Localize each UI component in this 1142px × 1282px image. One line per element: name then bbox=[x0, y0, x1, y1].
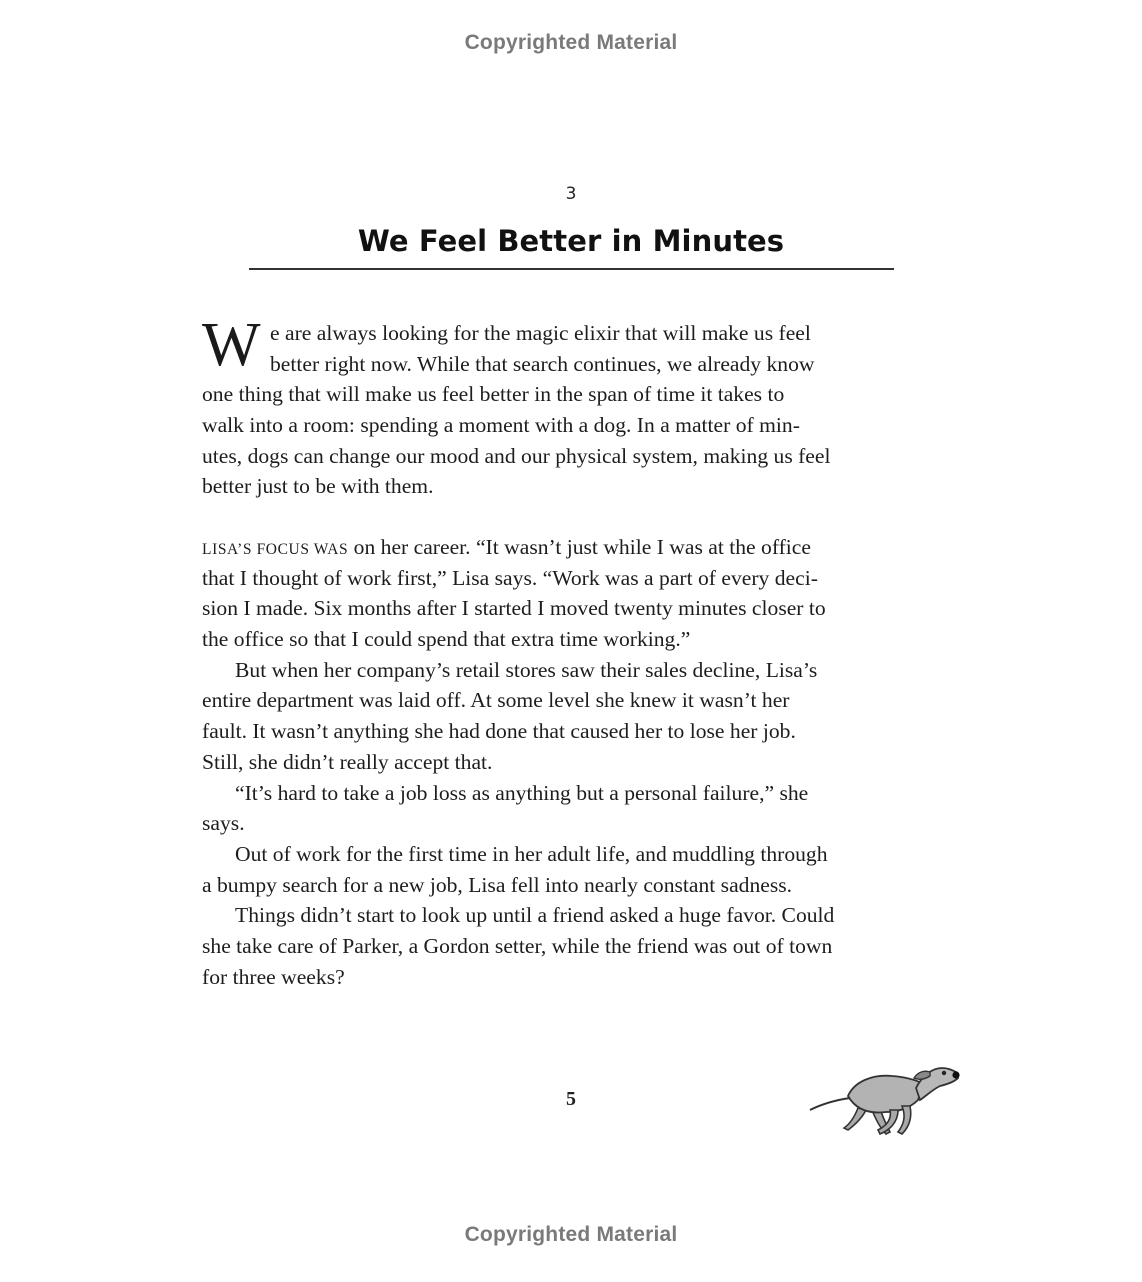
story-line: fault. It wasn’t anything she had done that caused her to lose her job. bbox=[202, 719, 796, 744]
chapter-title: We Feel Better in Minutes bbox=[357, 224, 785, 258]
story-line: for three weeks? bbox=[202, 964, 345, 989]
intro-line: better just to be with them. bbox=[202, 474, 434, 499]
story-line: Still, she didn’t really accept that. bbox=[202, 749, 493, 774]
drop-cap: W bbox=[202, 311, 261, 379]
intro-line: e are always looking for the magic elixir that will make us feel bbox=[270, 321, 811, 345]
running-dog-icon bbox=[806, 1060, 962, 1140]
story-line: Things didn’t start to look up until a friend asked a huge favor. Could bbox=[235, 903, 835, 928]
title-divider bbox=[249, 268, 894, 270]
story-line: entire department was laid off. At some level she knew it wasn’t her bbox=[202, 688, 790, 713]
story-line: a bumpy search for a new job, Lisa fell into nearly constant sadness. bbox=[202, 872, 793, 897]
story-line: sion I made. Six months after I started I moved twenty minutes closer to bbox=[202, 596, 826, 621]
chapter-number: 3 bbox=[565, 184, 577, 204]
story-first-line-rest: on her career. “It wasn’t just while I was at the office bbox=[348, 535, 811, 559]
page-number: 5 bbox=[566, 1088, 576, 1110]
intro-line: better right now. While that search continues, we already know bbox=[270, 351, 815, 376]
small-caps-lead-in: LISA’S FOCUS WAS bbox=[202, 541, 349, 558]
intro-line: one thing that will make us feel better in the span of time it takes to bbox=[202, 382, 785, 407]
copyright-watermark-top: Copyrighted Material bbox=[464, 31, 678, 54]
story-line: says. bbox=[202, 811, 245, 836]
story-line: she take care of Parker, a Gordon setter, while the friend was out of town bbox=[202, 933, 833, 958]
story-line: that I thought of work first,” Lisa says. “Work was a part of every deci- bbox=[202, 565, 818, 590]
story-line: Out of work for the first time in her adult life, and muddling through bbox=[235, 841, 828, 866]
intro-line: walk into a room: spending a moment with a dog. In a matter of min- bbox=[202, 413, 800, 438]
story-line: But when her company’s retail stores saw their sales decline, Lisa’s bbox=[235, 657, 818, 682]
story-line: the office so that I could spend that extra time working.” bbox=[202, 627, 691, 652]
copyright-watermark-bottom: Copyrighted Material bbox=[464, 1223, 678, 1246]
story-line bbox=[202, 532, 942, 563]
intro-line: utes, dogs can change our mood and our physical system, making us feel bbox=[202, 443, 831, 468]
story-line: “It’s hard to take a job loss as anything but a personal failure,” she bbox=[235, 780, 809, 805]
intro-paragraph bbox=[202, 318, 942, 502]
story-text bbox=[202, 532, 942, 992]
